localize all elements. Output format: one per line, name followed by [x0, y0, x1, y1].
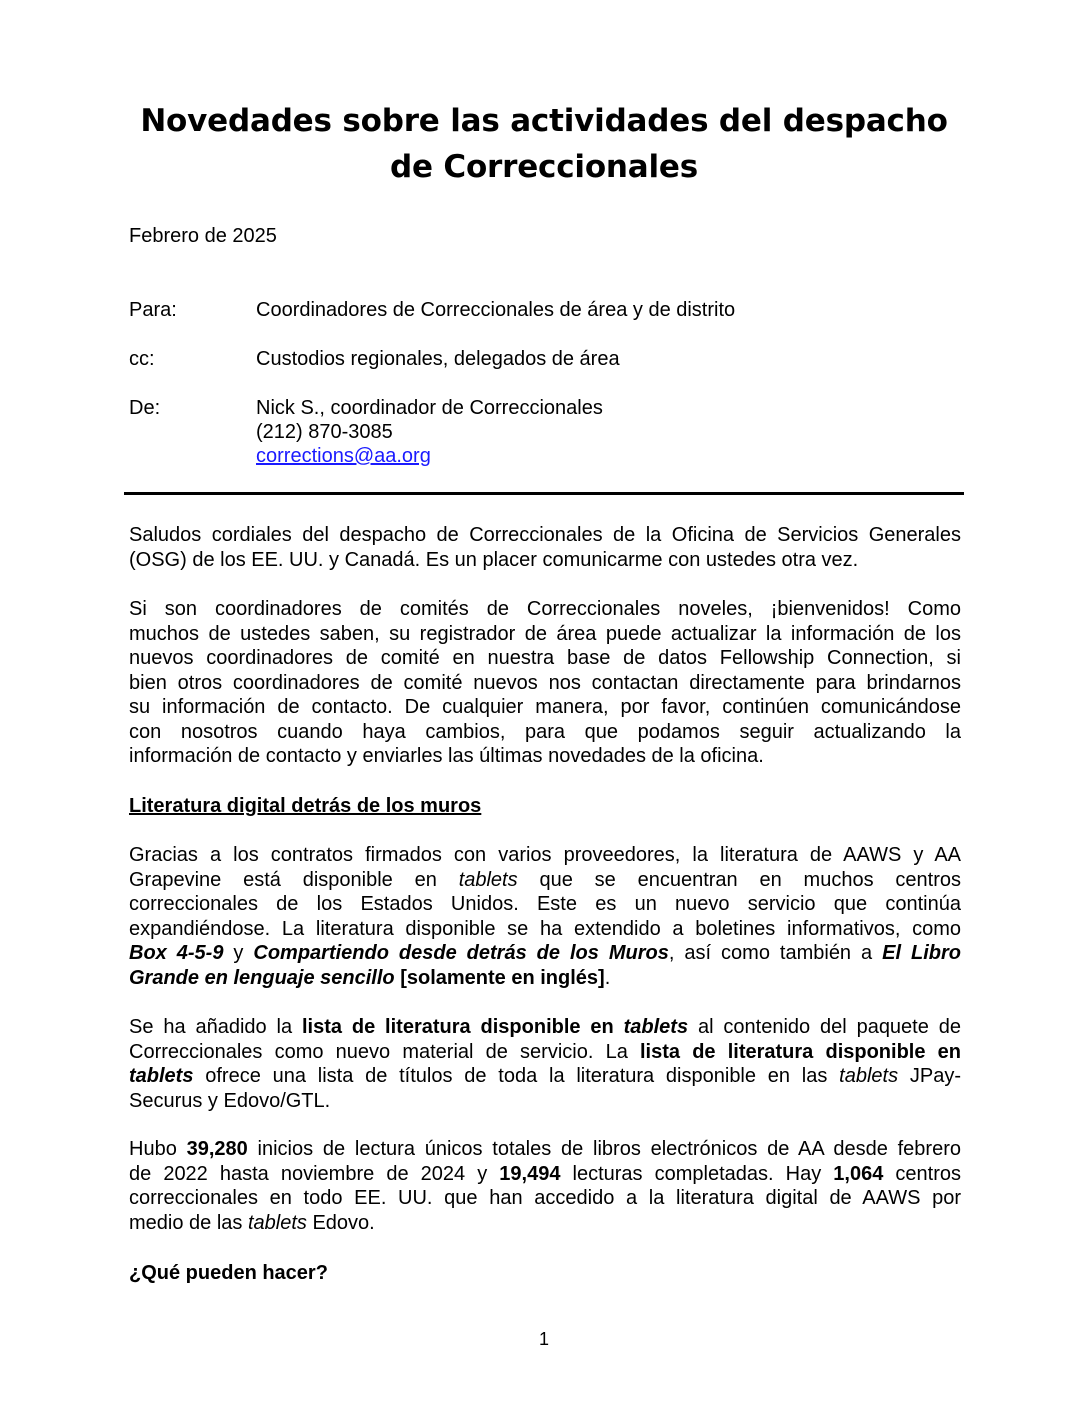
literature-line-5-text: , así como también a — [668, 942, 883, 964]
tablet-list-line-2 — [129, 1040, 961, 1065]
statistics-line-1 — [129, 1137, 961, 1162]
unique-reads-count: 39,280 — [186, 1138, 248, 1160]
literature-line-6 — [129, 966, 961, 991]
literature-line-2-text-b: que se encuentran en muchos centros — [517, 868, 961, 891]
facilities-count: 1,064 — [833, 1162, 884, 1185]
welcome-line-1: Si son coordinadores de comités de Correccionales noveles, ¡bienvenidos! Como — [129, 598, 961, 620]
big-book-title-part-1: El Libro — [882, 942, 961, 964]
literature-line-3: correccionales de los Estados Unidos. Este es un nuevo servicio que continúa — [129, 893, 961, 915]
literature-line-6-period: . — [604, 966, 611, 989]
welcome-line-7: información de contacto y enviarles las últimas novedades de la oficina. — [129, 745, 764, 767]
english-only-note: [solamente en inglés] — [394, 966, 605, 989]
statistics-line-2-text-c: centros — [883, 1162, 961, 1185]
tablet-list-line-4: Securus y Edovo/GTL. — [129, 1089, 331, 1112]
statistics-line-1-text-a: Hubo — [129, 1138, 187, 1160]
tablet-list-bold-tablets-b: tablets — [129, 1065, 194, 1087]
memo-date: Febrero de 2025 — [129, 225, 277, 247]
memo-to-value — [256, 298, 735, 322]
section-heading-what-can-you-do: ¿Qué pueden hacer? — [129, 1262, 328, 1284]
statistics-line-1-text-b: inicios de lectura únicos totales de libros electrónicos de AA desde febrero — [247, 1138, 961, 1160]
statistics-line-2 — [129, 1162, 961, 1187]
title-line-2: de Correccionales — [389, 149, 699, 185]
completed-reads-count: 19,494 — [499, 1162, 561, 1185]
box-459-title: Box 4-5-9 — [129, 942, 224, 964]
memo-to-text: Coordinadores de Correccionales de área y de distrito — [256, 299, 736, 321]
tablet-list-line-1 — [129, 1015, 961, 1040]
tablet-list-bold-b: lista de literatura disponible en — [640, 1040, 961, 1063]
literature-line-2-tablets: tablets — [458, 868, 518, 891]
statistics-line-4-text-a: medio de las — [129, 1211, 248, 1234]
statistics-line-4 — [129, 1211, 961, 1236]
memo-from-value — [256, 396, 603, 468]
tablet-list-line-2-text: Correccionales como nuevo material de servicio. La — [129, 1040, 640, 1063]
memo-cc-text: Custodios regionales, delegados de área — [256, 348, 620, 370]
tablet-list-bold-tablets-a: tablets — [623, 1016, 689, 1038]
intro-paragraph — [129, 523, 961, 572]
tablet-list-line-3 — [129, 1064, 961, 1089]
literature-paragraph — [129, 843, 961, 990]
welcome-line-3: nuevos coordinadores de comité en nuestra base de datos Fellowship Connection, si — [129, 647, 961, 669]
memo-from-phone: (212) 870-3085 — [256, 421, 393, 443]
statistics-line-3: correccionales en todo EE. UU. que han accedido a la literatura digital de AAWS por — [129, 1187, 961, 1209]
tablet-list-tablets-c: tablets — [839, 1065, 899, 1087]
tablet-list-paragraph — [129, 1015, 961, 1113]
compartiendo-title: Compartiendo desde detrás de los Muros — [253, 942, 669, 964]
header-divider — [124, 492, 964, 495]
section-heading-digital-literature: Literatura digital detrás de los muros — [129, 795, 482, 817]
literature-line-2 — [129, 868, 961, 893]
welcome-line-4: bien otros coordinadores de comité nuevos nos contactan directamente para brindarnos — [129, 671, 961, 694]
memo-from-email-link[interactable]: corrections@aa.org — [256, 445, 431, 467]
intro-line-2: (OSG) de los EE. UU. y Canadá. Es un placer comunicarme con ustedes otra vez. — [129, 548, 859, 571]
literature-line-5-and: y — [223, 942, 254, 964]
tablet-list-bold-a: lista de literatura disponible en — [301, 1016, 624, 1038]
statistics-line-4-tablets: tablets — [247, 1211, 307, 1234]
tablet-list-line-3-text-a: ofrece una lista de títulos de toda la literatura disponible en las — [193, 1065, 840, 1087]
welcome-line-2: muchos de ustedes saben, su registrador de área puede actualizar la información de los — [129, 622, 961, 645]
literature-line-5 — [129, 941, 961, 966]
page-title — [120, 98, 968, 190]
tablet-list-line-1-text-a: Se ha añadido la — [129, 1016, 302, 1038]
statistics-line-4-text-b: Edovo. — [306, 1211, 375, 1234]
big-book-title-part-2: Grande en lenguaje sencillo — [129, 966, 395, 989]
statistics-paragraph — [129, 1137, 961, 1235]
memo-from-name: Nick S., coordinador de Correccionales — [256, 397, 603, 419]
statistics-line-2-text-b: lecturas completadas. Hay — [560, 1162, 834, 1185]
statistics-line-2-text-a: de 2022 hasta noviembre de 2024 y — [129, 1162, 500, 1185]
literature-line-4: expandiéndose. La literatura disponible se ha extendido a boletines informativos, como — [129, 917, 961, 940]
tablet-list-line-1-text-b: al contenido del paquete de — [688, 1016, 961, 1038]
page-number: 1 — [538, 1329, 549, 1349]
memo-cc-label: cc: — [129, 348, 155, 370]
welcome-line-6: con nosotros cuando haya cambios, para que podamos seguir actualizando la — [129, 720, 961, 743]
welcome-paragraph — [129, 597, 961, 769]
memo-from-label: De: — [129, 397, 161, 419]
welcome-line-5: su información de contacto. De cualquier manera, por favor, continúen comunicándose — [129, 696, 961, 718]
title-line-1: Novedades sobre las actividades del despacho — [140, 103, 948, 139]
literature-line-2-text-a: Grapevine está disponible en — [129, 868, 459, 891]
memo-to-label: Para: — [129, 299, 177, 321]
tablet-list-line-3-text-b: JPay- — [898, 1065, 961, 1087]
intro-line-1: Saludos cordiales del despacho de Correccionales de la Oficina de Servicios Generales — [129, 524, 961, 546]
memo-cc-value — [256, 347, 620, 371]
literature-line-1: Gracias a los contratos firmados con varios proveedores, la literatura de AAWS y AA — [129, 844, 961, 866]
